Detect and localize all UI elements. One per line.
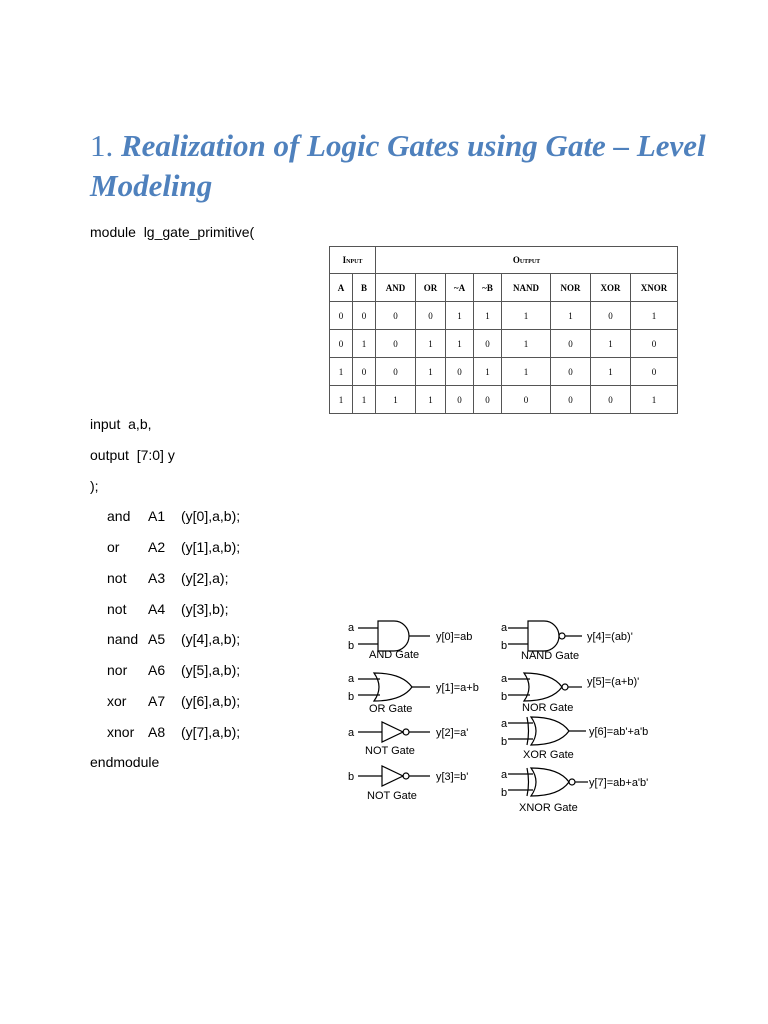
gate-keyword: and	[107, 508, 131, 524]
column-header: XOR	[591, 274, 631, 302]
gate-args: (y[1],a,b);	[181, 539, 241, 555]
not-a-gate-label: NOT Gate	[365, 745, 415, 757]
not-a-expression: y[2]=a'	[436, 727, 469, 739]
table-row	[330, 330, 678, 358]
xnor-gate-label: XNOR Gate	[519, 802, 578, 814]
gate-args: (y[3],b);	[181, 601, 229, 617]
output-declaration: output [7:0] y	[90, 447, 175, 463]
and-input-b: b	[348, 640, 355, 652]
table-cell: 0	[631, 330, 678, 358]
table-cell: 0	[446, 358, 474, 386]
nor-expression: y[5]=(a+b)'	[587, 676, 640, 688]
table-cell: 1	[446, 302, 474, 330]
gate-args: (y[6],a,b);	[181, 693, 241, 709]
not-b-gate-symbol	[358, 766, 430, 786]
xor-gate-label: XOR Gate	[523, 749, 574, 761]
column-header: ~A	[446, 274, 474, 302]
table-cell: 1	[631, 302, 678, 330]
table-cell: 0	[631, 358, 678, 386]
not-b-input: b	[348, 771, 355, 783]
table-cell: 1	[502, 330, 551, 358]
nor-gate-label: NOR Gate	[522, 702, 574, 714]
logic-gates-diagram	[340, 615, 670, 820]
nand-expression: y[4]=(ab)'	[587, 631, 633, 643]
gate-args: (y[2],a);	[181, 570, 229, 586]
and-input-a: a	[348, 622, 355, 634]
or-input-b: b	[348, 691, 355, 703]
xnor-gate-symbol	[508, 768, 588, 796]
table-cell: 1	[474, 302, 502, 330]
not-b-expression: y[3]=b'	[436, 771, 469, 783]
table-cell: 1	[416, 386, 446, 414]
and-expression: y[0]=ab	[436, 631, 473, 643]
table-cell: 0	[376, 330, 416, 358]
gate-args: (y[0],a,b);	[181, 508, 241, 524]
xnor-input-a: a	[501, 769, 508, 781]
table-cell: 0	[591, 386, 631, 414]
gate-instance: A7	[148, 693, 166, 709]
table-cell: 0	[376, 358, 416, 386]
table-cell: 0	[376, 302, 416, 330]
table-row	[330, 386, 678, 414]
table-cell: 1	[416, 330, 446, 358]
gate-instance: A6	[148, 662, 166, 678]
and-gate-label: AND Gate	[369, 649, 420, 661]
gate-instance: A8	[148, 724, 166, 740]
xor-input-b: b	[501, 736, 508, 748]
table-cell: 1	[502, 358, 551, 386]
column-header: XNOR	[631, 274, 678, 302]
nand-input-b: b	[501, 640, 508, 652]
or-gate-label: OR Gate	[369, 703, 413, 715]
table-cell: 0	[330, 302, 353, 330]
and-gate-symbol	[358, 621, 430, 651]
section-heading: Realization of Logic Gates using Gate – Level Modeling	[90, 128, 706, 203]
table-cell: 1	[446, 330, 474, 358]
nand-gate-symbol	[508, 621, 582, 651]
column-header: NAND	[502, 274, 551, 302]
gate-keyword: xor	[107, 693, 127, 709]
nor-input-b: b	[501, 691, 508, 703]
gate-args: (y[4],a,b);	[181, 631, 241, 647]
truth-table-input-header: Input	[330, 247, 376, 274]
table-cell: 0	[353, 302, 376, 330]
table-cell: 0	[474, 330, 502, 358]
truth-table	[329, 246, 678, 414]
module-declaration: module lg_gate_primitive(	[90, 224, 255, 240]
table-cell: 1	[353, 386, 376, 414]
table-cell: 0	[502, 386, 551, 414]
table-row	[330, 358, 678, 386]
port-list-close: );	[90, 478, 99, 494]
nor-input-a: a	[501, 673, 508, 685]
table-cell: 1	[376, 386, 416, 414]
column-header: A	[330, 274, 353, 302]
gate-args: (y[5],a,b);	[181, 662, 241, 678]
table-cell: 0	[474, 386, 502, 414]
xor-expression: y[6]=ab'+a'b	[589, 726, 649, 738]
gate-keyword: not	[107, 601, 127, 617]
table-cell: 1	[551, 302, 591, 330]
gate-keyword: or	[107, 539, 120, 555]
gate-args: (y[7],a,b);	[181, 724, 241, 740]
gate-keyword: xnor	[107, 724, 135, 740]
xor-input-a: a	[501, 718, 508, 730]
table-cell: 0	[446, 386, 474, 414]
table-cell: 0	[551, 330, 591, 358]
gate-instance: A1	[148, 508, 166, 524]
column-header: ~B	[474, 274, 502, 302]
gate-instance: A4	[148, 601, 166, 617]
table-cell: 1	[631, 386, 678, 414]
xnor-expression: y[7]=ab+a'b'	[589, 777, 649, 789]
gate-instance: A2	[148, 539, 166, 555]
table-cell: 1	[502, 302, 551, 330]
nor-gate-symbol	[508, 673, 582, 701]
gate-keyword: nor	[107, 662, 128, 678]
table-cell: 0	[353, 358, 376, 386]
truth-table-column-headers	[330, 274, 678, 302]
table-cell: 0	[416, 302, 446, 330]
nand-input-a: a	[501, 622, 508, 634]
table-cell: 1	[591, 330, 631, 358]
page-title	[90, 126, 730, 206]
table-cell: 0	[551, 358, 591, 386]
table-row	[330, 302, 678, 330]
truth-table-output-header: Output	[376, 247, 678, 274]
column-header: AND	[376, 274, 416, 302]
table-cell: 1	[416, 358, 446, 386]
not-a-input: a	[348, 727, 355, 739]
column-header: B	[353, 274, 376, 302]
table-cell: 0	[551, 386, 591, 414]
section-number: 1.	[90, 128, 114, 163]
table-cell: 1	[474, 358, 502, 386]
not-a-gate-symbol	[358, 722, 430, 742]
gate-keyword: not	[107, 570, 127, 586]
or-expression: y[1]=a+b	[436, 682, 479, 694]
or-input-a: a	[348, 673, 355, 685]
table-cell: 0	[591, 302, 631, 330]
gate-keyword: nand	[107, 631, 139, 647]
not-b-gate-label: NOT Gate	[367, 790, 417, 802]
endmodule: endmodule	[90, 754, 160, 770]
column-header: OR	[416, 274, 446, 302]
gate-instance: A3	[148, 570, 166, 586]
gate-instance: A5	[148, 631, 166, 647]
or-gate-symbol	[358, 673, 430, 701]
xnor-input-b: b	[501, 787, 508, 799]
table-cell: 1	[353, 330, 376, 358]
column-header: NOR	[551, 274, 591, 302]
table-cell: 1	[330, 358, 353, 386]
table-cell: 1	[591, 358, 631, 386]
table-cell: 1	[330, 386, 353, 414]
input-declaration: input a,b,	[90, 416, 152, 432]
nand-gate-label: NAND Gate	[521, 650, 580, 662]
xor-gate-symbol	[508, 717, 586, 745]
table-cell: 0	[330, 330, 353, 358]
